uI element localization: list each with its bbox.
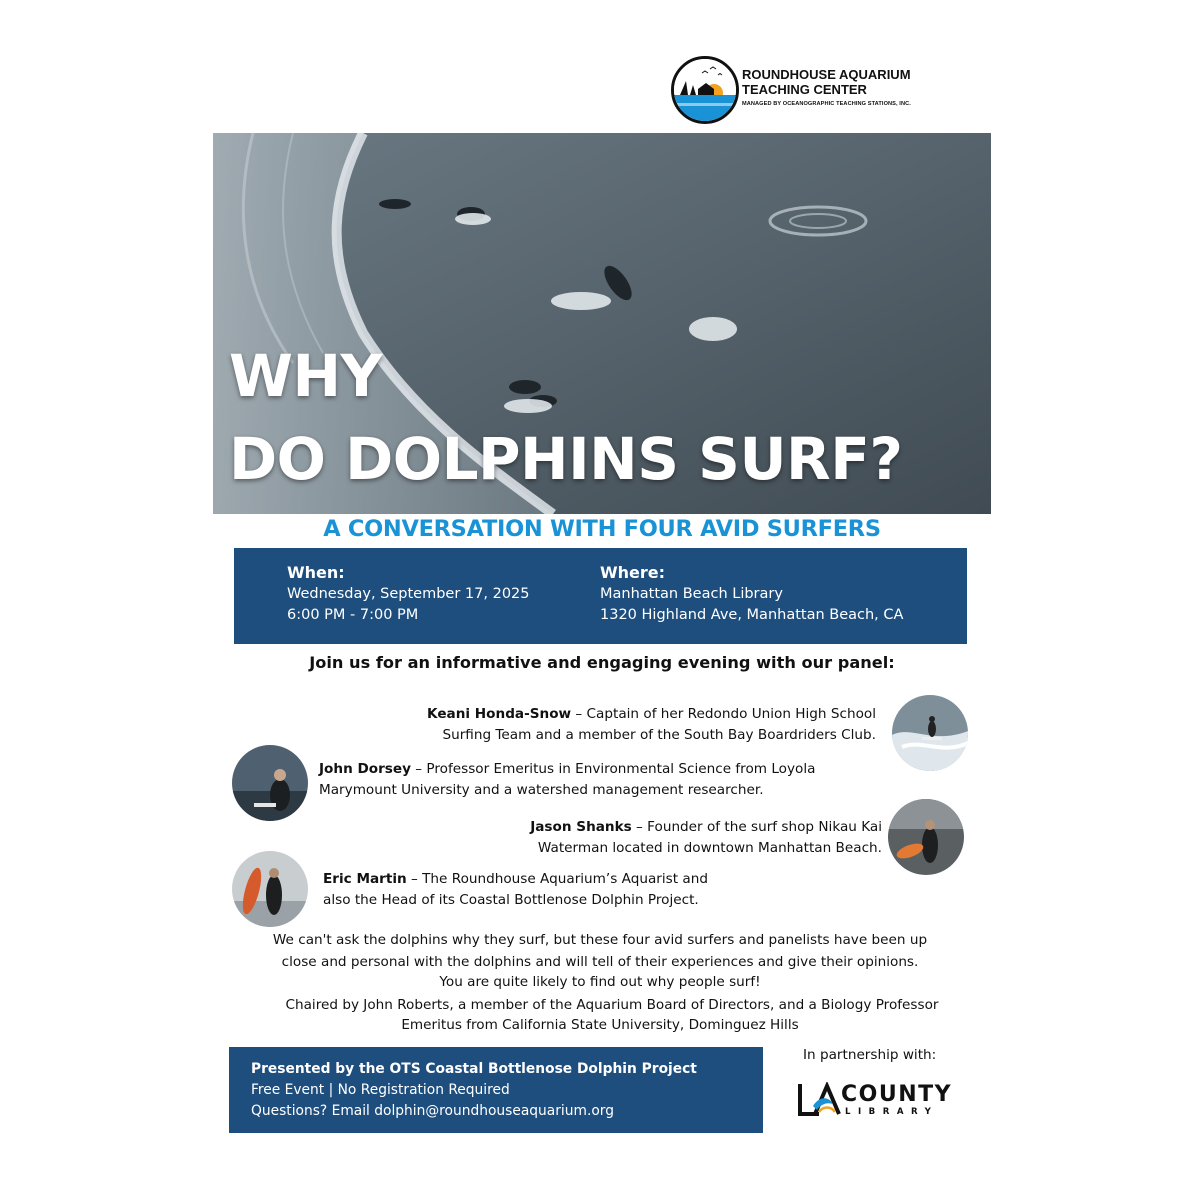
description-line1: We can't ask the dolphins why they surf, but these four avid surfers and panelists have been up xyxy=(272,932,928,948)
avatar-eric xyxy=(232,851,308,927)
la-county-word: COUNTY xyxy=(841,1082,953,1107)
panelist-name: Jason Shanks xyxy=(530,819,632,835)
logo-name-line2: TEACHING CENTER xyxy=(742,82,867,97)
presented-by: Presented by the OTS Coastal Bottlenose Dolphin Project xyxy=(251,1061,697,1077)
panelist-line1 xyxy=(427,704,876,725)
logo-title xyxy=(742,67,911,97)
panelist-keani xyxy=(427,704,876,746)
panelist-line2: also the Head of its Coastal Bottlenose Dolphin Project. xyxy=(323,892,699,908)
la-county-library-logo xyxy=(797,1082,957,1122)
when-column xyxy=(287,562,530,626)
headline-line2: DO DOLPHINS SURF? xyxy=(229,425,903,493)
logo-name-line1: ROUNDHOUSE AQUARIUM xyxy=(742,67,911,82)
event-details-box xyxy=(234,548,967,644)
chair-line1: Chaired by John Roberts, a member of the Aquarium Board of Directors, and a Biology Professor xyxy=(285,997,939,1013)
when-label: When: xyxy=(287,563,345,582)
panelist-desc: – The Roundhouse Aquarium’s Aquarist and xyxy=(406,871,708,887)
questions-email: Questions? Email dolphin@roundhouseaquarium.org xyxy=(251,1103,614,1119)
where-column xyxy=(600,562,903,626)
roundhouse-logo-emblem xyxy=(671,56,739,124)
avatar-jason xyxy=(888,799,964,875)
event-time: 6:00 PM - 7:00 PM xyxy=(287,607,419,623)
avatar-keani xyxy=(892,695,968,771)
panelist-name: John Dorsey xyxy=(319,761,411,777)
event-subtitle: A CONVERSATION WITH FOUR AVID SURFERS xyxy=(323,516,881,542)
chair-line2: Emeritus from California State University, Dominguez Hills xyxy=(401,1017,799,1033)
description-line3: You are quite likely to find out why people surf! xyxy=(439,974,761,990)
presenter-box xyxy=(229,1047,763,1133)
event-address: 1320 Highland Ave, Manhattan Beach, CA xyxy=(600,607,904,623)
la-mark-icon xyxy=(797,1082,843,1118)
description-line2: close and personal with the dolphins and will tell of their experiences and give their opinions. xyxy=(281,954,919,970)
panelist-line1 xyxy=(319,759,815,780)
headline-line1: WHY xyxy=(229,342,383,410)
panelist-line2: Waterman located in downtown Manhattan Beach. xyxy=(537,840,882,856)
panelist-john xyxy=(319,759,815,801)
panelist-desc: – Captain of her Redondo Union High School xyxy=(571,706,876,722)
panelist-eric xyxy=(323,869,708,911)
logo-managed-by: MANAGED BY OCEANOGRAPHIC TEACHING STATIONS, INC. xyxy=(742,101,911,107)
panelist-name: Eric Martin xyxy=(323,871,407,887)
partnership-label: In partnership with: xyxy=(803,1047,937,1063)
avatar-john xyxy=(232,745,308,821)
panel-intro: Join us for an informative and engaging evening with our panel: xyxy=(309,653,895,672)
panelist-line2: Marymount University and a watershed management researcher. xyxy=(319,782,764,798)
panelist-desc: – Professor Emeritus in Environmental Science from Loyola xyxy=(410,761,816,777)
event-date: Wednesday, September 17, 2025 xyxy=(287,586,530,602)
where-label: Where: xyxy=(600,563,666,582)
panelist-line1 xyxy=(323,869,708,890)
panelist-line2: Surfing Team and a member of the South Bay Boardriders Club. xyxy=(442,727,876,743)
panelist-name: Keani Honda-Snow xyxy=(427,706,572,722)
panelist-line1 xyxy=(530,817,882,838)
panelist-desc: – Founder of the surf shop Nikau Kai xyxy=(631,819,882,835)
panelist-jason xyxy=(530,817,882,859)
la-library-word: LIBRARY xyxy=(845,1107,939,1117)
free-event: Free Event | No Registration Required xyxy=(251,1082,510,1098)
event-venue: Manhattan Beach Library xyxy=(600,586,783,602)
